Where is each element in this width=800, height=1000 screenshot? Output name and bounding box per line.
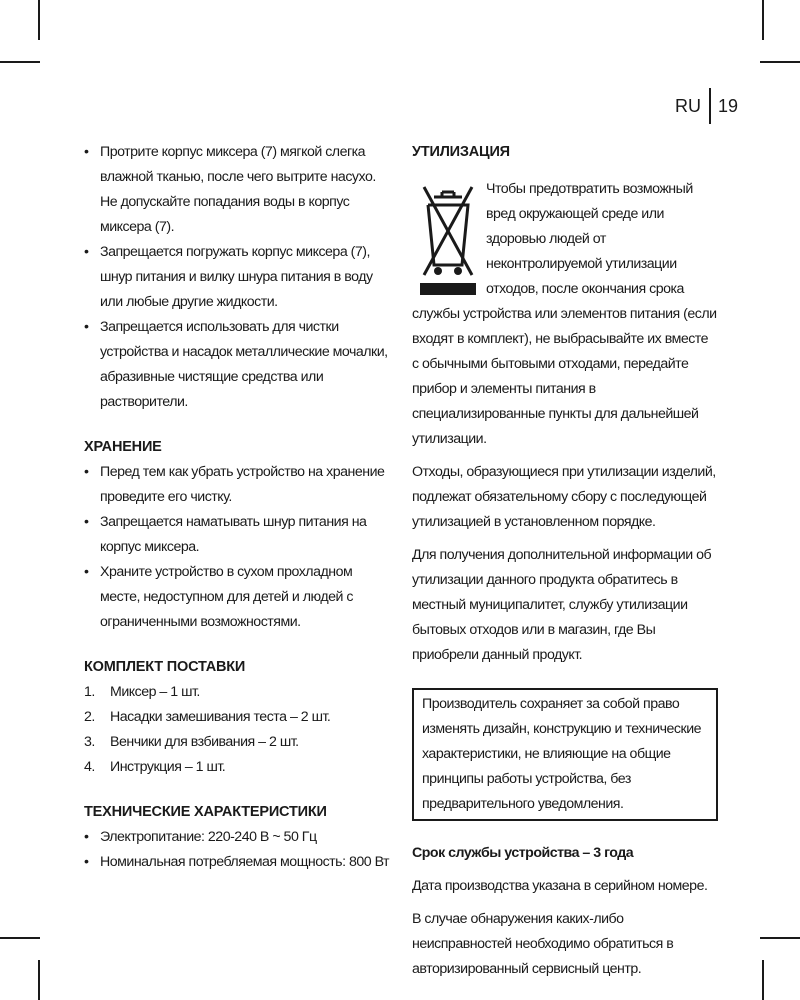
crop-mark xyxy=(762,0,764,40)
storage-heading: ХРАНЕНИЕ xyxy=(84,439,162,455)
cleaning-list xyxy=(84,140,390,415)
crossed-out-bin-icon xyxy=(414,179,482,299)
crop-mark xyxy=(38,0,40,40)
crop-mark xyxy=(0,937,40,939)
manufacturer-notice xyxy=(412,688,718,821)
disposal-paragraph: Чтобы предотвратить возможный вред окружающей среде или здоровью людей от неконтролируемой утилизации отходов, после окончания срока службы устройства или элементов питания (если входят в комплект), не выбрасывайте их вместе с обычными бытовыми отходами, передайте прибор и элементы питания в специализированные пункты для дальнейшей утилизации. xyxy=(412,181,717,447)
kit-list xyxy=(84,680,390,780)
item-text: Насадки замешивания теста – 2 шт. xyxy=(110,709,331,725)
production-date-note: Дата производства указана в серийном номере. xyxy=(412,878,708,894)
crop-mark xyxy=(0,61,40,63)
list-item xyxy=(84,705,390,730)
item-number: 1. xyxy=(84,684,95,700)
list-item: • Храните устройство в сухом прохладном месте, недоступном для детей и людей с ограниченными возможностями. xyxy=(84,560,390,635)
info-paragraph: Для получения дополнительной информации об утилизации данного продукта обратитесь в местный муниципалитет, службу утилизации бытовых отходов или в магазин, где Вы приобрели данный продукт. xyxy=(412,547,712,663)
disposal-heading: УТИЛИЗАЦИЯ xyxy=(412,144,510,160)
service-life: Срок службы устройства – 3 года xyxy=(412,845,634,861)
waste-paragraph: Отходы, образующиеся при утилизации изделий, подлежат обязательному сбору с последующей утилизацией в установленном порядке. xyxy=(412,464,716,530)
language-code: RU xyxy=(674,95,701,116)
disposal-section xyxy=(412,177,718,452)
item-number: 4. xyxy=(84,759,95,775)
crop-mark xyxy=(760,61,800,63)
notice-text: Производитель сохраняет за собой право изменять дизайн, конструкцию и технические характеристики, не влияющие на общие принципы работы устройства, без предварительного уведомления. xyxy=(422,696,702,812)
list-item xyxy=(84,730,390,755)
crop-mark xyxy=(760,937,800,939)
page-header xyxy=(675,88,738,124)
page-number: 19 xyxy=(717,95,738,116)
crop-mark xyxy=(762,960,764,1000)
crop-mark xyxy=(38,960,40,1000)
list-item: • Запрещается наматывать шнур питания на корпус миксера. xyxy=(84,510,390,560)
list-item: • Запрещается использовать для чистки устройства и насадок металлические мочалки, абразивные чистящие средства или растворители. xyxy=(84,315,390,415)
item-text: Венчики для взбивания – 2 шт. xyxy=(110,734,299,750)
left-column xyxy=(84,140,390,875)
list-item: • Перед тем как убрать устройство на хранение проведите его чистку. xyxy=(84,460,390,510)
list-item: • Протрите корпус миксера (7) мягкой слегка влажной тканью, после чего вытрите насухо. Не допускайте попадания воды в корпус миксера (7). xyxy=(84,140,390,240)
item-text: Инструкция – 1 шт. xyxy=(110,759,226,775)
list-item: • Электропитание: 220-240 В ~ 50 Гц xyxy=(84,825,390,850)
list-item: • Номинальная потребляемая мощность: 800 Вт xyxy=(84,850,390,875)
item-number: 2. xyxy=(84,709,95,725)
list-item xyxy=(84,755,390,780)
right-column xyxy=(412,140,718,982)
kit-heading: КОМПЛЕКТ ПОСТАВКИ xyxy=(84,659,246,675)
list-item xyxy=(84,680,390,705)
specs-list xyxy=(84,825,390,875)
specs-heading: ТЕХНИЧЕСКИЕ ХАРАКТЕРИСТИКИ xyxy=(84,804,327,820)
item-number: 3. xyxy=(84,734,95,750)
malfunction-note: В случае обнаружения каких-либо неисправностей необходимо обратиться в авторизированный сервисный центр. xyxy=(412,911,674,977)
storage-list xyxy=(84,460,390,635)
list-item: • Запрещается погружать корпус миксера (7), шнур питания и вилку шнура питания в воду или любые другие жидкости. xyxy=(84,240,390,315)
item-text: Миксер – 1 шт. xyxy=(110,684,200,700)
